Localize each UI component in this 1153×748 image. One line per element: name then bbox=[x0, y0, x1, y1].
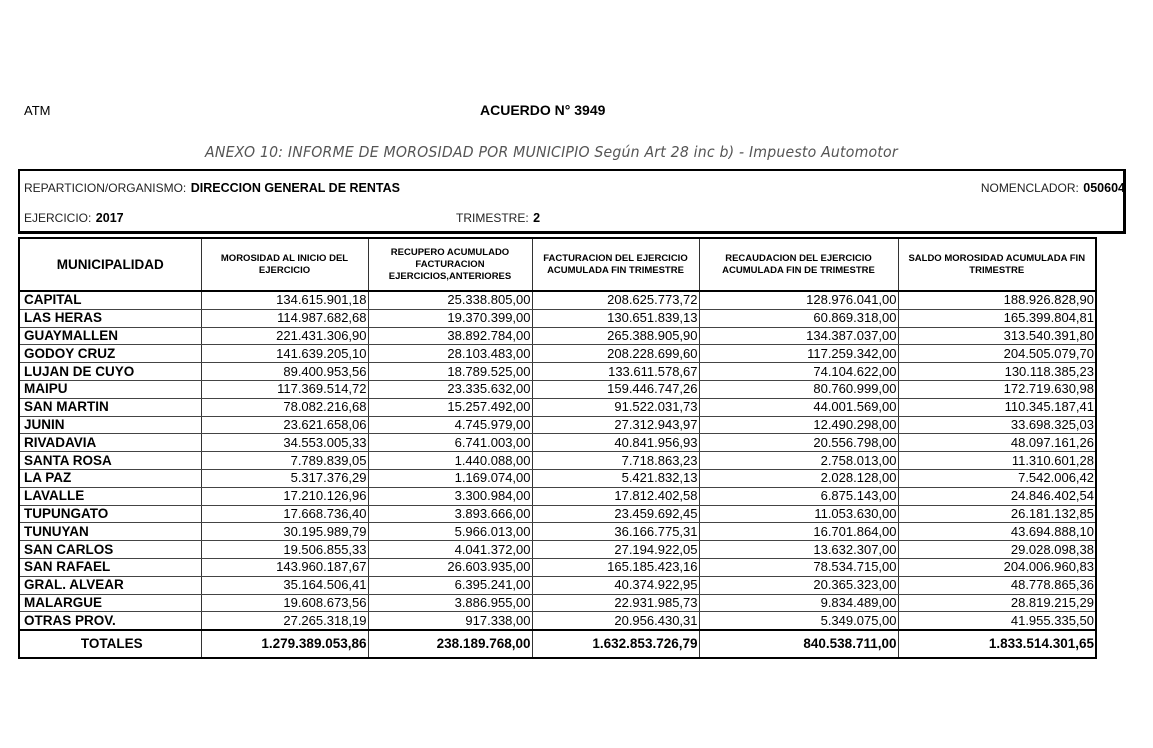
cell-saldo: 26.181.132,85 bbox=[898, 505, 1096, 523]
column-header-recaudacion: RECAUDACION DEL EJERCICIO ACUMULADA FIN DE TRIMESTRE bbox=[699, 238, 898, 291]
table-row bbox=[19, 541, 1096, 559]
cell-recupero: 25.338.805,00 bbox=[368, 291, 532, 309]
cell-morosidad-inicio: 23.621.658,06 bbox=[201, 416, 368, 434]
total-recupero: 238.189.768,00 bbox=[368, 630, 532, 658]
cell-municipalidad: GRAL. ALVEAR bbox=[19, 576, 201, 594]
cell-morosidad-inicio: 78.082.216,68 bbox=[201, 398, 368, 416]
cell-recaudacion: 60.869.318,00 bbox=[699, 309, 898, 327]
cell-recaudacion: 5.349.075,00 bbox=[699, 612, 898, 630]
table-row bbox=[19, 363, 1096, 381]
cell-recupero: 26.603.935,00 bbox=[368, 558, 532, 576]
table-row bbox=[19, 345, 1096, 363]
reparticion-label: REPARTICION/ORGANISMO: bbox=[24, 181, 187, 195]
cell-morosidad-inicio: 7.789.839,05 bbox=[201, 452, 368, 470]
cell-facturacion: 22.931.985,73 bbox=[532, 594, 699, 612]
reparticion-field bbox=[24, 179, 400, 197]
cell-municipalidad: TUNUYAN bbox=[19, 523, 201, 541]
table-row bbox=[19, 309, 1096, 327]
cell-morosidad-inicio: 5.317.376,29 bbox=[201, 469, 368, 487]
column-header-municipalidad: MUNICIPALIDAD bbox=[19, 238, 201, 291]
cell-municipalidad: JUNIN bbox=[19, 416, 201, 434]
cell-recupero: 1.169.074,00 bbox=[368, 469, 532, 487]
cell-facturacion: 133.611.578,67 bbox=[532, 363, 699, 381]
cell-morosidad-inicio: 19.506.855,33 bbox=[201, 541, 368, 559]
column-header-morosidad-inicio: MOROSIDAD AL INICIO DEL EJERCICIO bbox=[201, 238, 368, 291]
cell-saldo: 7.542.006,42 bbox=[898, 469, 1096, 487]
cell-saldo: 204.006.960,83 bbox=[898, 558, 1096, 576]
table-row bbox=[19, 558, 1096, 576]
table-row bbox=[19, 380, 1096, 398]
cell-saldo: 11.310.601,28 bbox=[898, 452, 1096, 470]
cell-facturacion: 208.625.773,72 bbox=[532, 291, 699, 309]
cell-recaudacion: 117.259.342,00 bbox=[699, 345, 898, 363]
cell-recaudacion: 2.028.128,00 bbox=[699, 469, 898, 487]
cell-facturacion: 7.718.863,23 bbox=[532, 452, 699, 470]
cell-recaudacion: 20.365.323,00 bbox=[699, 576, 898, 594]
cell-municipalidad: LAS HERAS bbox=[19, 309, 201, 327]
cell-municipalidad: MALARGUE bbox=[19, 594, 201, 612]
cell-facturacion: 36.166.775,31 bbox=[532, 523, 699, 541]
table-row bbox=[19, 291, 1096, 309]
table-header-row bbox=[19, 238, 1096, 291]
column-header-saldo: SALDO MOROSIDAD ACUMULADA FIN TRIMESTRE bbox=[898, 238, 1096, 291]
cell-municipalidad: CAPITAL bbox=[19, 291, 201, 309]
cell-recupero: 3.893.666,00 bbox=[368, 505, 532, 523]
cell-morosidad-inicio: 117.369.514,72 bbox=[201, 380, 368, 398]
cell-recaudacion: 44.001.569,00 bbox=[699, 398, 898, 416]
cell-recupero: 38.892.784,00 bbox=[368, 327, 532, 345]
cell-morosidad-inicio: 134.615.901,18 bbox=[201, 291, 368, 309]
cell-municipalidad: SANTA ROSA bbox=[19, 452, 201, 470]
table-row bbox=[19, 469, 1096, 487]
cell-facturacion: 265.388.905,90 bbox=[532, 327, 699, 345]
cell-saldo: 313.540.391,80 bbox=[898, 327, 1096, 345]
cell-saldo: 43.694.888,10 bbox=[898, 523, 1096, 541]
cell-recupero: 5.966.013,00 bbox=[368, 523, 532, 541]
total-recaudacion: 840.538.711,00 bbox=[699, 630, 898, 658]
acuerdo-title: ACUERDO N° 3949 bbox=[480, 102, 606, 118]
nomenclador-field bbox=[981, 179, 1125, 197]
table-row bbox=[19, 327, 1096, 345]
cell-saldo: 29.028.098,38 bbox=[898, 541, 1096, 559]
table-row bbox=[19, 452, 1096, 470]
cell-recupero: 4.041.372,00 bbox=[368, 541, 532, 559]
ejercicio-label: EJERCICIO: bbox=[24, 211, 92, 225]
table-row bbox=[19, 505, 1096, 523]
org-short-name: ATM bbox=[24, 103, 51, 118]
cell-facturacion: 130.651.839,13 bbox=[532, 309, 699, 327]
cell-morosidad-inicio: 19.608.673,56 bbox=[201, 594, 368, 612]
trimestre-value: 2 bbox=[533, 211, 541, 225]
total-morosidad-inicio: 1.279.389.053,86 bbox=[201, 630, 368, 658]
cell-recupero: 19.370.399,00 bbox=[368, 309, 532, 327]
anexo-title: ANEXO 10: INFORME DE MOROSIDAD POR MUNICIPIO Según Art 28 inc b) - Impuesto Automotor bbox=[205, 143, 898, 161]
cell-facturacion: 5.421.832,13 bbox=[532, 469, 699, 487]
table-row bbox=[19, 576, 1096, 594]
nomenclador-label: NOMENCLADOR: bbox=[980, 181, 1079, 195]
cell-saldo: 110.345.187,41 bbox=[898, 398, 1096, 416]
cell-saldo: 24.846.402,54 bbox=[898, 487, 1096, 505]
cell-morosidad-inicio: 17.210.126,96 bbox=[201, 487, 368, 505]
cell-morosidad-inicio: 27.265.318,19 bbox=[201, 612, 368, 630]
cell-facturacion: 20.956.430,31 bbox=[532, 612, 699, 630]
ejercicio-value: 2017 bbox=[95, 211, 124, 225]
cell-recupero: 6.395.241,00 bbox=[368, 576, 532, 594]
cell-facturacion: 27.194.922,05 bbox=[532, 541, 699, 559]
cell-municipalidad: TUPUNGATO bbox=[19, 505, 201, 523]
cell-morosidad-inicio: 143.960.187,67 bbox=[201, 558, 368, 576]
cell-saldo: 28.819.215,29 bbox=[898, 594, 1096, 612]
cell-municipalidad: RIVADAVIA bbox=[19, 434, 201, 452]
cell-recaudacion: 74.104.622,00 bbox=[699, 363, 898, 381]
cell-saldo: 188.926.828,90 bbox=[898, 291, 1096, 309]
total-facturacion: 1.632.853.726,79 bbox=[532, 630, 699, 658]
cell-facturacion: 27.312.943,97 bbox=[532, 416, 699, 434]
cell-recupero: 4.745.979,00 bbox=[368, 416, 532, 434]
cell-recaudacion: 13.632.307,00 bbox=[699, 541, 898, 559]
table-row bbox=[19, 523, 1096, 541]
cell-municipalidad: GUAYMALLEN bbox=[19, 327, 201, 345]
trimestre-label: TRIMESTRE: bbox=[456, 211, 529, 225]
cell-morosidad-inicio: 30.195.989,79 bbox=[201, 523, 368, 541]
cell-saldo: 33.698.325,03 bbox=[898, 416, 1096, 434]
cell-municipalidad: OTRAS PROV. bbox=[19, 612, 201, 630]
cell-recupero: 6.741.003,00 bbox=[368, 434, 532, 452]
cell-recaudacion: 16.701.864,00 bbox=[699, 523, 898, 541]
cell-recupero: 28.103.483,00 bbox=[368, 345, 532, 363]
cell-facturacion: 40.374.922,95 bbox=[532, 576, 699, 594]
cell-municipalidad: GODOY CRUZ bbox=[19, 345, 201, 363]
cell-recaudacion: 80.760.999,00 bbox=[699, 380, 898, 398]
cell-recupero: 3.886.955,00 bbox=[368, 594, 532, 612]
cell-morosidad-inicio: 221.431.306,90 bbox=[201, 327, 368, 345]
cell-saldo: 41.955.335,50 bbox=[898, 612, 1096, 630]
morosidad-table bbox=[18, 237, 1097, 659]
totals-row bbox=[19, 630, 1096, 658]
cell-facturacion: 91.522.031,73 bbox=[532, 398, 699, 416]
cell-facturacion: 23.459.692,45 bbox=[532, 505, 699, 523]
total-municipalidad: TOTALES bbox=[19, 630, 201, 658]
cell-morosidad-inicio: 35.164.506,41 bbox=[201, 576, 368, 594]
table-row bbox=[19, 416, 1096, 434]
cell-municipalidad: SAN MARTIN bbox=[19, 398, 201, 416]
cell-morosidad-inicio: 114.987.682,68 bbox=[201, 309, 368, 327]
cell-recaudacion: 11.053.630,00 bbox=[699, 505, 898, 523]
cell-saldo: 130.118.385,23 bbox=[898, 363, 1096, 381]
cell-municipalidad: LA PAZ bbox=[19, 469, 201, 487]
reparticion-value: DIRECCION GENERAL DE RENTAS bbox=[190, 181, 400, 195]
trimestre-field bbox=[456, 209, 540, 227]
cell-recupero: 15.257.492,00 bbox=[368, 398, 532, 416]
cell-recaudacion: 134.387.037,00 bbox=[699, 327, 898, 345]
table-row bbox=[19, 594, 1096, 612]
cell-morosidad-inicio: 17.668.736,40 bbox=[201, 505, 368, 523]
cell-recupero: 917.338,00 bbox=[368, 612, 532, 630]
info-box bbox=[18, 169, 1126, 234]
cell-saldo: 204.505.079,70 bbox=[898, 345, 1096, 363]
cell-saldo: 48.097.161,26 bbox=[898, 434, 1096, 452]
cell-morosidad-inicio: 89.400.953,56 bbox=[201, 363, 368, 381]
cell-recaudacion: 20.556.798,00 bbox=[699, 434, 898, 452]
cell-morosidad-inicio: 34.553.005,33 bbox=[201, 434, 368, 452]
cell-saldo: 48.778.865,36 bbox=[898, 576, 1096, 594]
cell-municipalidad: MAIPU bbox=[19, 380, 201, 398]
cell-recaudacion: 128.976.041,00 bbox=[699, 291, 898, 309]
cell-municipalidad: SAN RAFAEL bbox=[19, 558, 201, 576]
table-row bbox=[19, 487, 1096, 505]
cell-facturacion: 208.228.699,60 bbox=[532, 345, 699, 363]
table-row bbox=[19, 398, 1096, 416]
cell-municipalidad: SAN CARLOS bbox=[19, 541, 201, 559]
cell-municipalidad: LAVALLE bbox=[19, 487, 201, 505]
cell-recupero: 18.789.525,00 bbox=[368, 363, 532, 381]
cell-facturacion: 159.446.747,26 bbox=[532, 380, 699, 398]
cell-morosidad-inicio: 141.639.205,10 bbox=[201, 345, 368, 363]
cell-recupero: 1.440.088,00 bbox=[368, 452, 532, 470]
cell-recaudacion: 9.834.489,00 bbox=[699, 594, 898, 612]
cell-facturacion: 40.841.956,93 bbox=[532, 434, 699, 452]
cell-saldo: 165.399.804,81 bbox=[898, 309, 1096, 327]
ejercicio-field bbox=[24, 209, 124, 227]
cell-municipalidad: LUJAN DE CUYO bbox=[19, 363, 201, 381]
column-header-recupero: RECUPERO ACUMULADO FACTURACION EJERCICIOS,ANTERIORES bbox=[368, 238, 532, 291]
column-header-facturacion: FACTURACION DEL EJERCICIO ACUMULADA FIN TRIMESTRE bbox=[532, 238, 699, 291]
cell-recaudacion: 78.534.715,00 bbox=[699, 558, 898, 576]
table-row bbox=[19, 434, 1096, 452]
cell-facturacion: 17.812.402,58 bbox=[532, 487, 699, 505]
table-row bbox=[19, 612, 1096, 630]
cell-recaudacion: 6.875.143,00 bbox=[699, 487, 898, 505]
cell-recaudacion: 12.490.298,00 bbox=[699, 416, 898, 434]
cell-recaudacion: 2.758.013,00 bbox=[699, 452, 898, 470]
cell-saldo: 172.719.630,98 bbox=[898, 380, 1096, 398]
cell-recupero: 23.335.632,00 bbox=[368, 380, 532, 398]
cell-facturacion: 165.185.423,16 bbox=[532, 558, 699, 576]
total-saldo: 1.833.514.301,65 bbox=[898, 630, 1096, 658]
nomenclador-value: 050604 bbox=[1083, 181, 1125, 195]
cell-recupero: 3.300.984,00 bbox=[368, 487, 532, 505]
